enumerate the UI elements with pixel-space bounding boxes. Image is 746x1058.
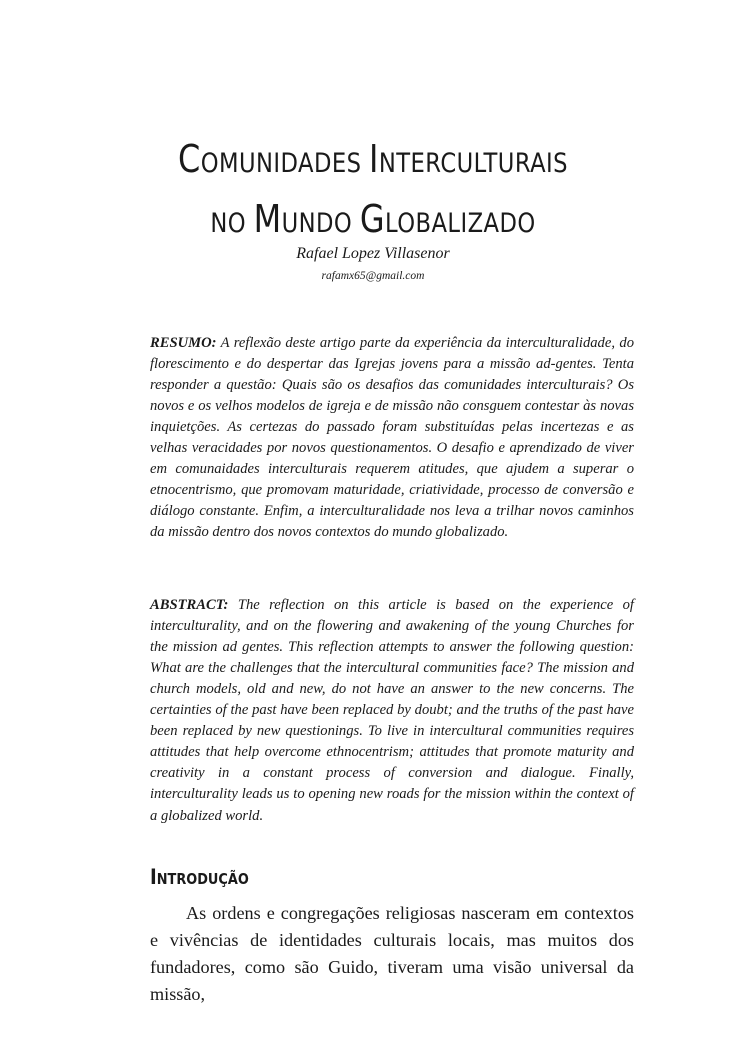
heading-rest: NTRODUÇÃO [156,870,249,889]
resumo-text: A reflexão deste artigo parte da experiência da interculturalidade, do florescimento e do despertar das Igrejas jovens para a missão ad-gentes. Tenta responder a questão: Quais são os desafios das comunidades interculturais? Os novos e os velhos modelos de igreja e de missão não consguem contestar às novas inquietções. As certezas do passado foram substituídas pelas incertezas e as velhas veracidades por novos questionamentos. O desafio e aprendizado de viver em comunaidades interculturais requerem atitudes, que ajudem a superar o etnocentrismo, que promovam maturidade, criatividade, processo de conversão e diálogo constante. Enfim, a interculturalidade nos leva a trilhar novos caminhos da missão dentro dos novos contextos do mundo globalizado. [150,334,634,541]
title-word-cap: C [178,137,201,182]
heading-cap: I [150,865,157,890]
title-line-2 [144,189,603,249]
title-line-1 [144,129,603,189]
title-word-rest: UNDO [281,208,360,240]
abstract-text: The reflection on this article is based on the experience of interculturality, and on the flowering and awakening of the young Churches for the mission ad gentes. This reflection attempts to answer the following question: What are the challenges that the intercultural communities face? The mission and church models, old and new, do not have an answer to the new concerns. The certainties of the past have been replaced by doubt; and the truths of the past have been replaced by new questionings. To live in intercultural communities requires attitudes that help overcome ethnocentrism; attitudes that promote maturity and creativity in a constant process of conversion and dialogue. Finally, interculturality leads us to opening new roads for the mission within the context of a globalized world. [150,596,634,824]
title-word-rest: LOBALIZADO [384,208,536,240]
author-email: rafamx65@gmail.com [321,270,425,282]
title-word-rest: NO [210,208,254,240]
title-word-rest: NTERCULTURAIS [378,148,568,180]
title-word-cap: M [253,197,282,242]
author-name: Rafael Lopez Villasenor [296,245,450,262]
resumo-label: RESUMO: [150,334,217,351]
title-word-cap: I [369,137,379,182]
article-title [100,129,646,249]
resumo-paragraph [150,333,634,544]
title-word-rest: OMUNIDADES [200,148,370,180]
title-word-cap: G [359,197,385,242]
section-heading-introducao [150,865,249,889]
abstract-paragraph [150,595,634,827]
intro-paragraph: As ordens e congregações religiosas nasceram em contextos e vivências de identidades culturais locais, mas muitos dos fundadores, como são Guido, tiveram uma visão universal da missão, [150,903,634,1005]
abstract-label: ABSTRACT: [150,596,229,613]
